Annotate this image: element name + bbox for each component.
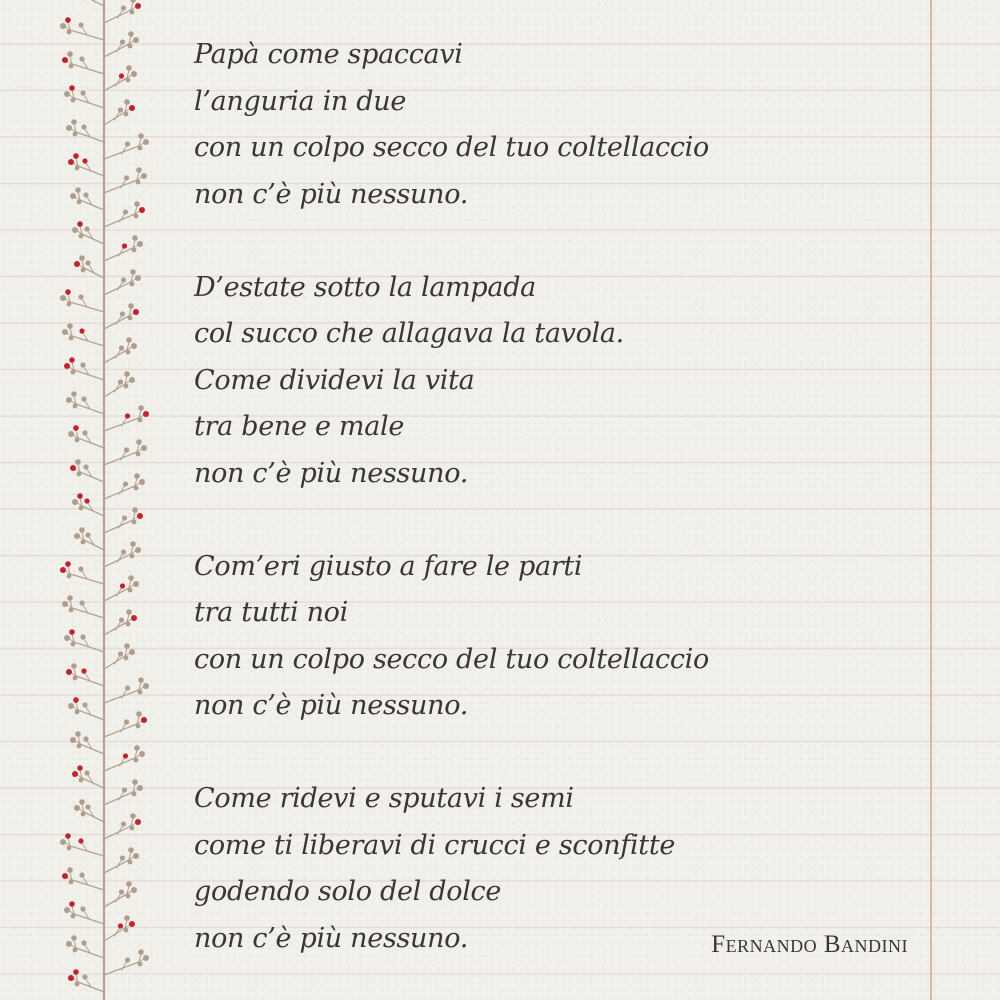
author-signature: Fernando Bandini <box>711 931 908 958</box>
vine-branch <box>104 894 127 907</box>
vine-branch <box>104 588 129 601</box>
vine-branch <box>120 214 125 222</box>
vine-branch <box>104 486 135 499</box>
berry <box>73 948 78 953</box>
berry <box>81 668 86 673</box>
berry <box>124 719 129 724</box>
vine-branch <box>104 928 125 941</box>
poem-line: l’anguria in due <box>194 85 407 117</box>
berry <box>122 515 127 520</box>
berry <box>75 438 80 443</box>
berry <box>130 282 135 287</box>
berry <box>134 745 140 751</box>
poem-line: godendo solo del dolce <box>194 876 502 907</box>
berry <box>126 622 131 627</box>
berry <box>143 955 149 961</box>
poem-line: con un colpo secco del tuo coltellaccio <box>194 643 709 675</box>
berry <box>70 737 76 743</box>
berry <box>128 44 133 49</box>
berry <box>138 418 143 423</box>
berry <box>132 779 138 785</box>
berry <box>67 574 72 579</box>
berry <box>74 533 80 539</box>
vine-branch <box>104 792 133 805</box>
berry <box>130 10 135 15</box>
berry <box>80 90 85 95</box>
berry <box>132 507 138 513</box>
poem-line: Come ridevi e sputavi i semi <box>194 783 574 814</box>
berry <box>69 64 74 69</box>
berry <box>133 309 139 315</box>
berry <box>143 139 149 145</box>
berry <box>81 812 86 817</box>
berry <box>138 677 144 683</box>
berry <box>78 22 83 27</box>
berry <box>73 676 78 681</box>
berry <box>130 826 135 831</box>
berry <box>80 362 85 367</box>
berry <box>81 268 86 273</box>
berry <box>126 609 132 615</box>
vine-branch <box>104 860 129 873</box>
vine-branch <box>104 350 127 363</box>
berry <box>139 751 145 757</box>
berry <box>71 391 77 397</box>
berry <box>81 940 86 945</box>
poem-line: non c’è più nessuno. <box>194 690 468 721</box>
berry <box>82 430 87 435</box>
poem-line: non c’è più nessuno. <box>194 178 468 210</box>
berry <box>129 105 135 111</box>
berry <box>83 736 88 741</box>
berry <box>75 187 81 193</box>
berry <box>130 813 136 819</box>
berry <box>143 683 149 689</box>
vine-branch <box>104 826 131 839</box>
berry <box>77 765 83 771</box>
berry <box>121 5 126 10</box>
berry <box>132 520 137 525</box>
berry <box>131 71 137 77</box>
berry <box>134 486 139 491</box>
berry <box>69 608 74 613</box>
berry <box>67 595 73 601</box>
berry <box>85 804 90 809</box>
vine-branch <box>104 554 131 567</box>
berry <box>79 799 85 805</box>
berry <box>84 498 89 503</box>
berry <box>83 464 88 469</box>
vine-branch <box>104 146 139 159</box>
berry <box>84 226 89 231</box>
berry <box>121 821 126 826</box>
berry <box>128 316 133 321</box>
berry <box>130 0 136 3</box>
vine-branch <box>120 486 125 494</box>
berry <box>67 867 73 873</box>
berry <box>125 685 130 690</box>
berry <box>124 99 130 105</box>
poem-line: col succo che allagava la tavola. <box>194 318 624 349</box>
berry <box>120 583 125 588</box>
berry <box>66 669 72 675</box>
berry <box>79 328 84 333</box>
vine-branch <box>122 962 127 970</box>
berry <box>60 23 66 29</box>
berry <box>75 166 80 171</box>
berry <box>65 17 71 23</box>
berry <box>68 703 74 709</box>
poem-line: non c’è più nessuno. <box>194 922 468 954</box>
berry <box>135 547 141 553</box>
berry <box>74 805 80 811</box>
berry <box>79 56 84 61</box>
berry <box>119 617 124 622</box>
berry <box>130 554 135 559</box>
berry <box>118 379 123 384</box>
berry <box>66 125 72 131</box>
poem-line: tra tutti noi <box>194 597 348 628</box>
berry <box>138 690 143 695</box>
berry <box>72 227 78 233</box>
berry <box>71 119 77 125</box>
berry <box>79 234 84 239</box>
berry <box>136 452 141 457</box>
poem-line: tra bene e male <box>194 411 405 442</box>
berry <box>136 439 142 445</box>
berry <box>118 651 123 656</box>
berry <box>73 153 79 159</box>
vine-branch <box>122 690 127 698</box>
berry <box>138 133 144 139</box>
berry <box>124 643 130 649</box>
berry <box>78 294 83 299</box>
poem-line: Com’eri giusto a fare le parti <box>194 550 583 582</box>
berry <box>133 581 139 587</box>
berry <box>80 634 85 639</box>
berry <box>133 37 139 43</box>
berry <box>134 214 139 219</box>
berry <box>134 473 140 479</box>
poem-line: non c’è più nessuno. <box>194 457 468 489</box>
berry <box>81 124 86 129</box>
berry <box>60 839 66 845</box>
berry <box>141 445 147 451</box>
vine-branch <box>104 622 127 635</box>
vine-branch <box>120 758 125 766</box>
berry <box>82 974 87 979</box>
berry <box>73 425 79 431</box>
berry <box>65 833 71 839</box>
berry <box>137 241 143 247</box>
vine-branch <box>104 962 139 975</box>
vine-branch <box>122 146 127 154</box>
berry <box>129 921 135 927</box>
berry <box>141 173 147 179</box>
berry <box>120 855 125 860</box>
berry <box>71 642 76 647</box>
berry <box>79 778 84 783</box>
berry <box>118 923 123 928</box>
berry <box>65 561 71 567</box>
berry <box>66 941 72 947</box>
berry <box>62 873 68 879</box>
berry <box>138 405 144 411</box>
vine-branch <box>104 418 139 431</box>
berry <box>124 915 130 921</box>
berry <box>136 180 141 185</box>
berry <box>67 846 72 851</box>
berry <box>136 711 142 717</box>
vine-branch <box>104 656 125 669</box>
berry <box>133 853 139 859</box>
berry <box>60 295 66 301</box>
berry <box>124 928 129 933</box>
vine-branch <box>104 78 127 91</box>
berry <box>83 192 88 197</box>
berry <box>62 329 68 335</box>
berry <box>71 663 77 669</box>
berry <box>80 906 85 911</box>
berry <box>131 343 137 349</box>
berry <box>126 881 132 887</box>
berry <box>119 345 124 350</box>
berry <box>64 907 70 913</box>
vine-branch <box>121 180 126 188</box>
stanza-gap <box>194 497 894 544</box>
berry <box>77 200 82 205</box>
berry <box>129 649 135 655</box>
vine-branch <box>121 452 126 460</box>
vine-branch <box>104 112 125 125</box>
berry <box>139 207 145 213</box>
berry <box>124 656 129 661</box>
berry <box>128 575 134 581</box>
poem-line: D’estate sotto la lampada <box>194 271 536 303</box>
stanza <box>194 544 894 730</box>
berry <box>77 221 83 227</box>
berry <box>71 914 76 919</box>
berry <box>130 541 136 547</box>
berry <box>121 277 126 282</box>
berry <box>124 175 129 180</box>
vine-branch <box>104 282 131 295</box>
berry <box>126 337 132 343</box>
berry <box>64 635 70 641</box>
berry <box>73 132 78 137</box>
poem <box>194 32 894 962</box>
berry <box>85 532 90 537</box>
berry <box>69 880 74 885</box>
berry <box>139 479 145 485</box>
berry <box>77 472 82 477</box>
berry <box>67 323 73 329</box>
berry <box>65 289 71 295</box>
berry <box>131 615 137 621</box>
vine-branch <box>104 180 137 193</box>
berry <box>143 411 149 417</box>
berry <box>130 269 136 275</box>
berry <box>129 377 135 383</box>
stanza-gap <box>194 218 894 265</box>
berry <box>126 65 132 71</box>
berry <box>135 275 141 281</box>
berry <box>137 513 143 519</box>
berry <box>124 447 129 452</box>
berry <box>122 243 127 248</box>
berry <box>64 91 70 97</box>
berry <box>60 567 66 573</box>
berry <box>141 717 147 723</box>
berry <box>128 847 134 853</box>
berry <box>77 744 82 749</box>
berry <box>72 771 78 777</box>
berry <box>71 98 76 103</box>
berry <box>119 73 124 78</box>
berry <box>75 459 81 465</box>
berry <box>128 860 133 865</box>
vine-branch <box>104 248 133 261</box>
berry <box>68 431 74 437</box>
berry <box>79 600 84 605</box>
berry <box>75 731 81 737</box>
berry <box>79 506 84 511</box>
stanza <box>194 32 894 218</box>
berry <box>67 30 72 35</box>
berry <box>131 887 137 893</box>
stanza-gap <box>194 730 894 777</box>
berry <box>134 758 139 763</box>
berry <box>122 787 127 792</box>
berry-vine-decoration <box>0 0 180 1000</box>
berry <box>134 201 140 207</box>
berry <box>82 702 87 707</box>
poem-line: come ti liberavi di crucci e sconfitte <box>194 829 676 861</box>
berry <box>126 78 131 83</box>
berry <box>64 363 70 369</box>
poem-line: con un colpo secco del tuo coltellaccio <box>194 132 709 163</box>
berry <box>67 51 73 57</box>
berry <box>124 112 129 117</box>
berry <box>138 949 144 955</box>
berry <box>62 601 68 607</box>
berry <box>135 819 141 825</box>
berry <box>69 336 74 341</box>
berry <box>128 31 134 37</box>
berry <box>81 396 86 401</box>
berry <box>84 770 89 775</box>
vine-branch <box>104 214 135 227</box>
berry <box>77 493 83 499</box>
berry <box>85 260 90 265</box>
berry <box>69 357 75 363</box>
berry <box>132 248 137 253</box>
berry <box>119 889 124 894</box>
berry <box>137 785 143 791</box>
berry <box>79 527 85 533</box>
berry <box>126 894 131 899</box>
berry <box>128 303 134 309</box>
berry <box>126 350 131 355</box>
poem-line: Come dividevi la vita <box>194 364 475 396</box>
berry <box>71 370 76 375</box>
berry <box>123 481 128 486</box>
berry <box>120 39 125 44</box>
berry <box>136 724 141 729</box>
berry <box>74 261 80 267</box>
berry <box>118 107 123 112</box>
berry <box>135 3 141 9</box>
berry <box>72 499 78 505</box>
vine-branch <box>104 452 137 465</box>
vine-branch <box>104 44 129 57</box>
berry <box>69 629 75 635</box>
vine-branch <box>104 758 135 771</box>
berry <box>66 397 72 403</box>
berry <box>132 235 138 241</box>
berry <box>125 413 130 418</box>
berry <box>79 255 85 261</box>
berry <box>67 302 72 307</box>
berry <box>124 371 130 377</box>
berry <box>123 753 128 758</box>
berry <box>68 975 74 981</box>
berry <box>82 158 87 163</box>
berry <box>125 141 130 146</box>
berry <box>79 872 84 877</box>
berry <box>73 404 78 409</box>
poem-line: Papà come spaccavi <box>194 39 463 70</box>
berry <box>75 710 80 715</box>
berry <box>123 209 128 214</box>
berry <box>78 566 83 571</box>
berry <box>121 549 126 554</box>
berry <box>62 57 68 63</box>
berry <box>81 540 86 545</box>
vine-branch <box>104 384 125 397</box>
berry <box>73 969 79 975</box>
berry <box>136 167 142 173</box>
vine-branch <box>121 724 126 732</box>
margin-line <box>930 0 932 1000</box>
berry <box>71 935 77 941</box>
berry <box>69 901 75 907</box>
vine-branch <box>104 690 139 703</box>
berry <box>138 962 143 967</box>
berry <box>70 193 76 199</box>
berry <box>78 838 83 843</box>
berry <box>70 465 76 471</box>
stanza <box>194 265 894 498</box>
berry <box>69 85 75 91</box>
berry <box>73 697 79 703</box>
berry <box>138 146 143 151</box>
berry <box>128 588 133 593</box>
vine-branch <box>104 316 129 329</box>
berry <box>120 311 125 316</box>
berry <box>68 159 74 165</box>
berry <box>124 384 129 389</box>
berry <box>75 982 80 987</box>
berry <box>125 957 130 962</box>
vine-branch <box>122 418 127 426</box>
vine-branch <box>104 724 137 737</box>
vine-branch <box>104 520 133 533</box>
berry <box>132 792 137 797</box>
vine-branch <box>104 10 131 23</box>
